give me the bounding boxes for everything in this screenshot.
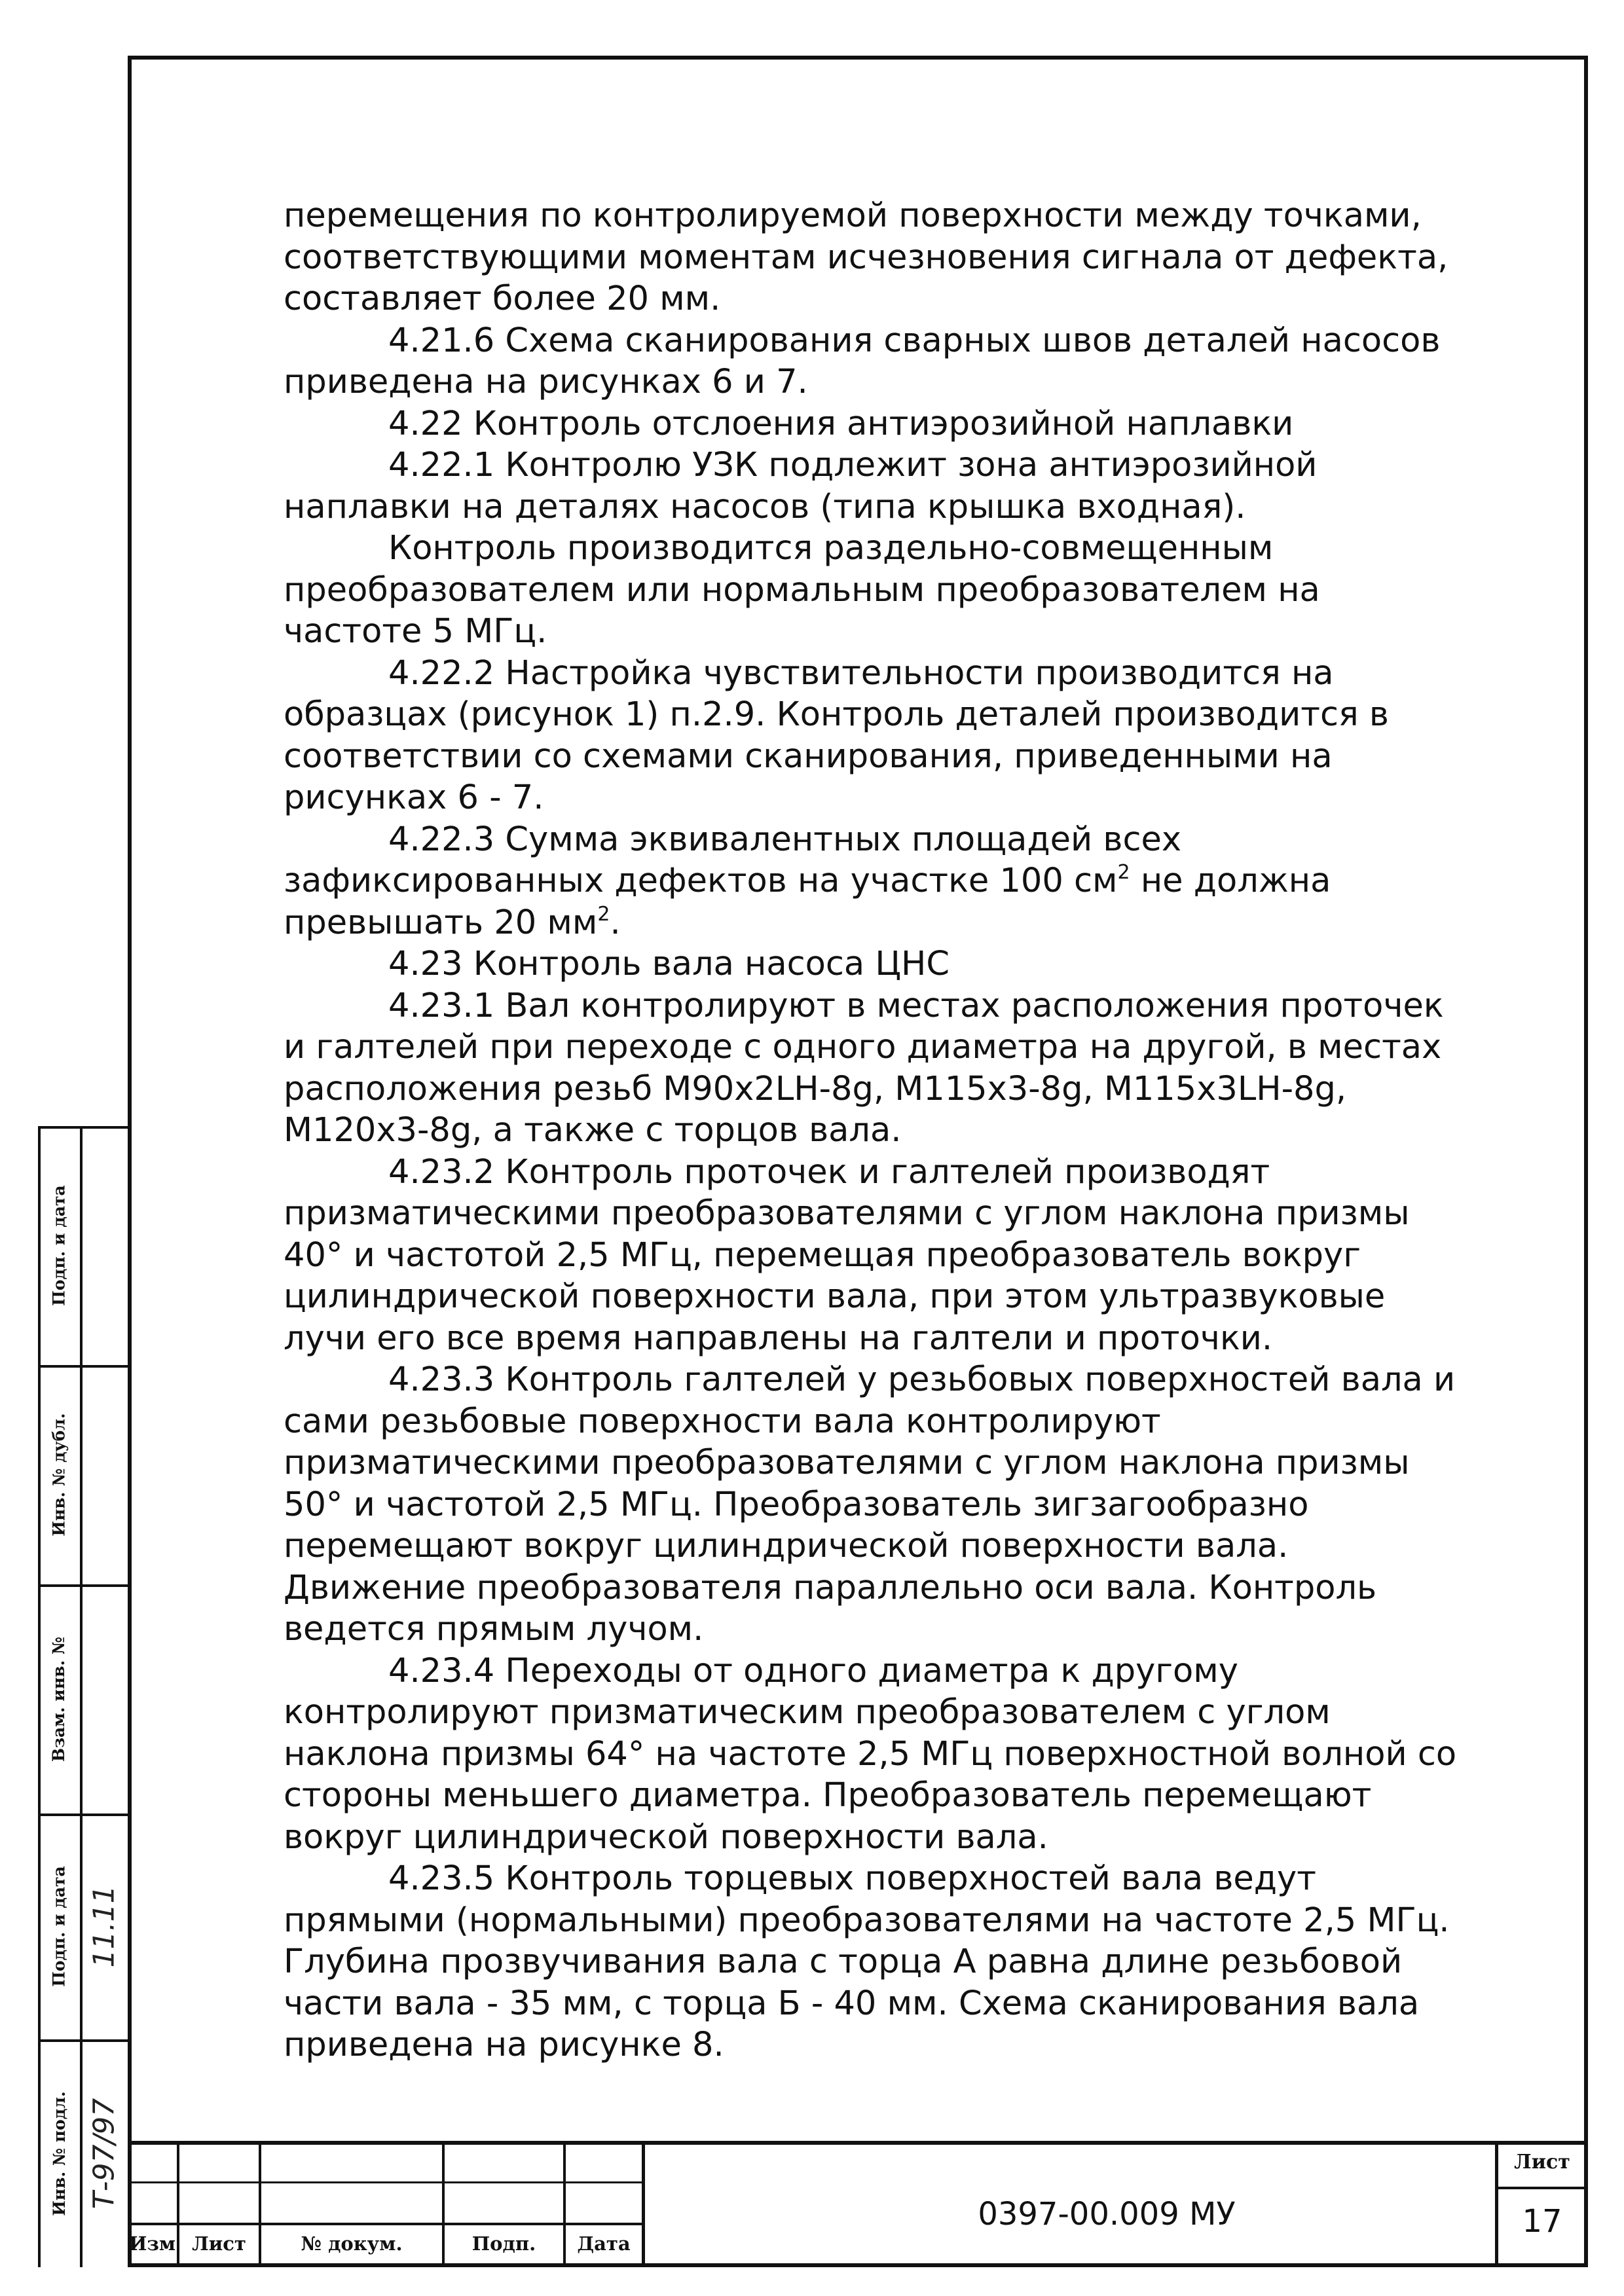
label-replace-inventory: Взам. инв. № bbox=[49, 1636, 69, 1762]
paragraph: 4.23.2 Контроль проточек и галтелей производят призматическими преобразователями с углом наклона призмы 40° и частотой 2,5 МГц, перемещая преобразователь вокруг цилиндрической поверхности вала, при этом ультразвуковые лучи его все время направлены на галтели и проточки. bbox=[284, 1152, 1410, 1358]
superscript: 2 bbox=[597, 902, 610, 926]
paragraph: 4.22.2 Настройка чувствительности производится на образцах (рисунок 1) п.2.9. Контроль деталей производится в соответствии со схемами сканирования, приведенными на рисунках 6 - 7. bbox=[284, 653, 1389, 817]
paragraph: 4.23.5 Контроль торцевых поверхностей вала ведут прямыми (нормальными) преобразователями на частоте 2,5 МГц. Глубина прозвучивания вала с торца А равна длине резьбовой части вала - 35 мм, с торца Б - 40 мм. Схема сканирования вала приведена на рисунке 8. bbox=[284, 1859, 1450, 2064]
col-header-date: Дата bbox=[577, 2232, 631, 2255]
superscript: 2 bbox=[1117, 861, 1130, 884]
paragraph: 4.21.6 Схема сканирования сварных швов деталей насосов приведена на рисунках 6 и 7. bbox=[284, 321, 1441, 401]
paragraph bbox=[284, 819, 1462, 944]
paragraph: 4.22.1 Контролю УЗК подлежит зона антиэрозийной наплавки на деталях насосов (типа крышка входная). bbox=[284, 446, 1318, 526]
section-heading: 4.23 Контроль вала насоса ЦНС bbox=[388, 945, 950, 983]
label-dup-inventory: Инв. № дубл. bbox=[49, 1413, 69, 1537]
paragraph-part: 4.22.3 Сумма эквивалентных площадей всех зафиксированных дефектов на участке 100 см bbox=[284, 820, 1182, 900]
paragraph: 4.23.4 Переходы от одного диаметра к другому контролируют призматическим преобразователем с углом наклона призмы 64° на частоте 2,5 МГц поверхностной волной со стороны меньшего диаметра. Преобразователь перемещают вокруг цилиндрической поверхности вала. bbox=[284, 1651, 1457, 1857]
col-header-izm: Изм bbox=[128, 2232, 176, 2255]
document-body bbox=[284, 195, 1462, 2066]
label-original-inventory: Инв. № подл. bbox=[49, 2090, 69, 2216]
col-header-list: Лист bbox=[192, 2232, 246, 2255]
paragraph: Контроль производится раздельно-совмещенным преобразователем или нормальным преобразователем на частоте 5 МГц. bbox=[284, 529, 1320, 651]
paragraph-part: не должна превышать 20 мм bbox=[284, 862, 1331, 942]
registration-strip bbox=[38, 1126, 128, 2267]
section-heading: 4.22 Контроль отслоения антиэрозийной наплавки bbox=[388, 404, 1294, 443]
handwritten-signature: 11.11 bbox=[87, 1885, 121, 1968]
paragraph: 4.23.3 Контроль галтелей у резьбовых поверхностей вала и сами резьбовые поверхности вала контролируют призматическими преобразователями с углом наклона призмы 50° и частотой 2,5 МГц. Преобразователь зигзагообразно перемещают вокруг цилиндрической поверхности вала. Движение преобразователя параллельно оси вала. Контроль ведется прямым лучом. bbox=[284, 1360, 1456, 1649]
document-code: 0397-00.009 МУ bbox=[978, 2195, 1236, 2232]
col-line bbox=[642, 2141, 645, 2267]
col-header-doc: № докум. bbox=[301, 2232, 403, 2255]
sheet-number: 17 bbox=[1522, 2203, 1562, 2240]
paragraph-part: . bbox=[610, 903, 621, 942]
label-sign-date: Подп. и дата bbox=[49, 1185, 69, 1306]
paragraph: 4.23.1 Вал контролируют в местах расположения проточек и галтелей при переходе с одного диаметра на другой, в местах расположения резьб М90x2LH-8g, М115x3-8g, M115x3LH-8g, M120x3-8g, а также с торцов вала. bbox=[284, 986, 1444, 1150]
paragraph: перемещения по контролируемой поверхности между точками, соответствующими моментам исчезновения сигнала от дефекта, составляет более 20 мм. bbox=[284, 196, 1449, 318]
handwritten-inventory-number: Т-97/97 bbox=[87, 2098, 121, 2209]
label-sign-date-2: Подп. и дата bbox=[49, 1866, 69, 1987]
title-block bbox=[128, 2141, 1588, 2267]
sheet-label: Лист bbox=[1514, 2151, 1570, 2174]
col-header-sign: Подп. bbox=[471, 2232, 536, 2255]
sheet-divider bbox=[1495, 2187, 1588, 2189]
